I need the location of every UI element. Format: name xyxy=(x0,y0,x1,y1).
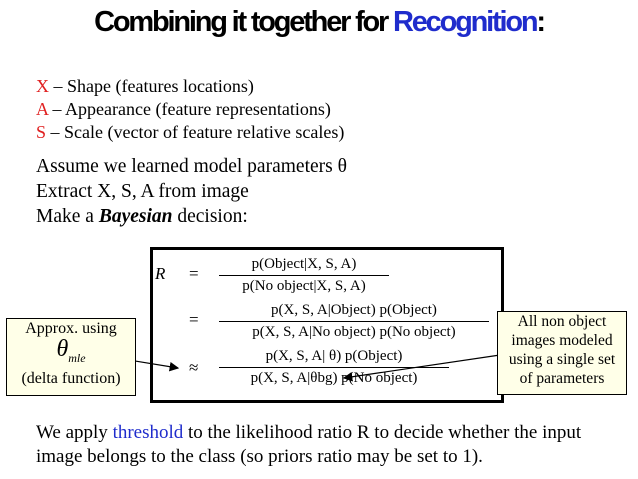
definition-text: – Appearance (feature representations) xyxy=(48,99,331,119)
theta-mle-symbol xyxy=(7,338,135,369)
title-suffix: : xyxy=(536,6,544,38)
callout-line: All non object xyxy=(517,313,607,330)
definition-key: X xyxy=(36,76,49,96)
fraction-denominator: p(No object|X, S, A) xyxy=(242,278,366,294)
formula-approx: ≈ xyxy=(189,358,199,377)
fraction-denominator: p(X, S, A|No object) p(No object) xyxy=(252,324,456,340)
formula-eq-1: = xyxy=(189,264,199,283)
title-prefix: Combining it together for xyxy=(94,6,393,38)
approx-callout xyxy=(6,318,136,396)
definition-key: A xyxy=(36,99,49,119)
approx-label: Approx. using xyxy=(25,320,117,337)
theta-subscript: mle xyxy=(68,350,86,365)
delta-function-label: (delta function) xyxy=(21,369,121,387)
definition-text: – Shape (features locations) xyxy=(49,76,254,96)
title-accent: Recognition xyxy=(393,6,537,38)
definition-key: S xyxy=(36,122,47,142)
nonobject-arrow xyxy=(344,355,500,378)
fraction-denominator: p(X, S, A|θbg) p(No object) xyxy=(250,370,418,386)
bottom-paragraph xyxy=(36,421,626,469)
step-decision-suffix: decision: xyxy=(172,206,248,227)
formula-eq-2: = xyxy=(189,310,199,329)
non-object-callout xyxy=(497,311,627,395)
step-extract: Extract X, S, A from image xyxy=(36,181,249,202)
formula-lhs: R xyxy=(155,264,166,283)
callout-line: using a single set xyxy=(508,351,616,368)
definition-text: – Scale (vector of feature relative scales) xyxy=(46,122,345,142)
fraction-numerator: p(X, S, A| θ) p(Object) xyxy=(265,348,403,364)
theta-symbol: θ xyxy=(56,336,69,362)
bayesian-emphasis: Bayesian xyxy=(98,206,173,227)
fraction-numerator: p(Object|X, S, A) xyxy=(251,256,357,272)
fraction-numerator: p(X, S, A|Object) p(Object) xyxy=(271,302,437,318)
step-assume: Assume we learned model parameters θ xyxy=(36,156,347,177)
bottom-prefix: We apply xyxy=(36,422,113,443)
callout-line: images modeled xyxy=(511,332,613,349)
threshold-highlight: threshold xyxy=(112,422,184,443)
step-decision-prefix: Make a xyxy=(36,206,99,227)
bottom-suffix: to the likelihood ratio R to decide whether the input image belongs to the class (so priors ratio may be set to 1). xyxy=(36,422,582,467)
callout-line: of parameters xyxy=(519,370,605,387)
